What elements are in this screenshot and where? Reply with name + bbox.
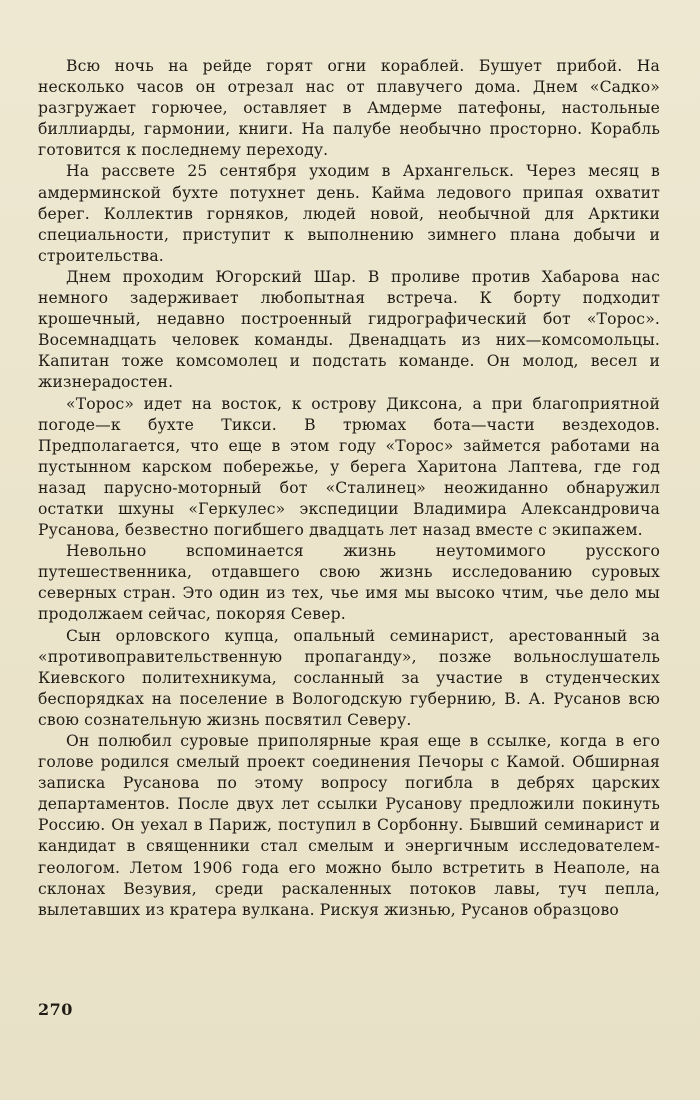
paragraph-1: Всю ночь на рейде горят огни кораблей. Бушует прибой. На несколько часов он отрезал нас от плавучего дома. Днем «Садко» разгружает горючее, оставляет в Амдерме патефоны, настольные биллиарды, гармонии, книги. На палубе необычно просторно. Корабль готовится к последнему переходу. [38, 57, 660, 160]
paragraph-5: Невольно вспоминается жизнь неутомимого русского путешественника, отдавшего свою жизнь исследованию суровых северных стран. Это один из тех, чье имя мы высоко чтим, чье дело мы продолжаем сейчас, покоряя Север. [38, 542, 660, 624]
page-number: 270 [38, 1000, 73, 1019]
paragraph-4: «Торос» идет на восток, к острову Диксона, а при благоприятной погоде—к бухте Тикси. В трюмах бота—части вездеходов. Предполагается, что еще в этом году «Торос» займется работами на пустынном карском побережье, у берега Харитона Лаптева, где год назад парусно-моторный бот «Сталинец» неожиданно обнаружил остатки шхуны «Геркулес» экспедиции Владимира Александровича Русанова, безвестно погибшего двадцать лет назад вместе с экипажем. [38, 394, 660, 540]
paragraph-2: На рассвете 25 сентября уходим в Архангельск. Через месяц в амдерминской бухте потухнет день. Кайма ледового припая охватит берег. Коллектив горняков, людей новой, необычной для Арктики специальности, приступит к выполнению зимнего плана добычи и строительства. [38, 162, 660, 265]
paragraph-3: Днем проходим Югорский Шар. В проливе против Хабарова нас немного задерживает любопытная встреча. К борту подходит крошечный, недавно построенный гидрографический бот «Торос». Восемнадцать человек команды. Двенадцать из них—комсомольцы. Капитан тоже комсомолец и подстать команде. Он молод, весел и жизнерадостен. [38, 267, 660, 392]
body-text [38, 56, 660, 921]
paragraph-7: Он полюбил суровые приполярные края еще в ссылке, когда в его голове родился смелый проект соединения Печоры с Камой. Обширная записка Русанова по этому вопросу погибла в дебрях царских департаментов. После двух лет ссылки Русанову предложили покинуть Россию. Он уехал в Париж, поступил в Сорбонну. Бывший семинарист и кандидат в священники стал смелым и энергичным исследователем-геологом. Летом 1906 года его можно было встретить в Неаполе, на склонах Везувия, среди раскаленных потоков лавы, туч пепла, вылетавших из кратера вулкана. Рискуя жизнью, Русанов образцово [38, 732, 660, 919]
paragraph-6: Сын орловского купца, опальный семинарист, арестованный за «противоправительственную пропаганду», позже вольнослушатель Киевского политехникума, сосланный за участие в студенческих беспорядках на поселение в Вологодскую губернию, В. А. Русанов всю свою сознательную жизнь посвятил Северу. [38, 626, 660, 729]
